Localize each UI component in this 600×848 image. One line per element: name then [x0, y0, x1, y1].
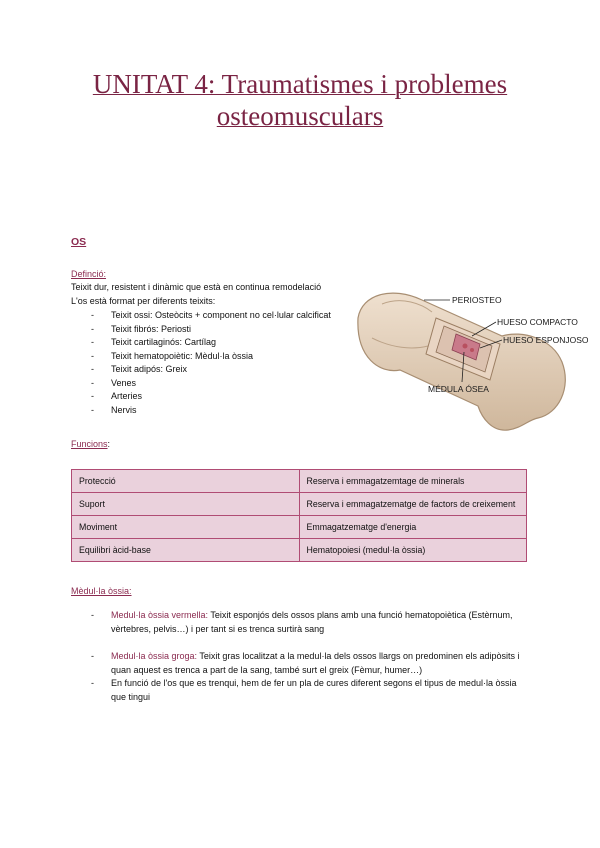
- label-medula-osea: MÉDULA ÓSEA: [428, 384, 489, 394]
- table-row: [72, 493, 527, 516]
- table-cell: Protecció: [72, 470, 300, 493]
- list-item: - Teixit fibrós: Periosti: [91, 323, 192, 334]
- list-item: - Arteries: [91, 391, 143, 401]
- table-cell: Equilibri àcid-base: [72, 539, 300, 562]
- functions-label: [71, 438, 110, 452]
- medulla-list: [91, 609, 531, 704]
- functions-table: [71, 469, 527, 562]
- definition-text: [71, 281, 371, 308]
- functions-label-suffix: :: [107, 439, 111, 449]
- page-title: UNITAT 4: Traumatismes i problemes osteomusculars: [92, 69, 508, 131]
- table-cell: Hematopoiesi (medul·la òssia): [299, 539, 527, 562]
- term-red-marrow: Medul·la òssia vermella:: [111, 610, 209, 620]
- table-cell: Moviment: [72, 516, 300, 539]
- label-periosteo: PERIOSTEO: [452, 295, 502, 305]
- table-cell: Suport: [72, 493, 300, 516]
- table-cell: Reserva i emmagatzematge de factors de creixement: [299, 493, 527, 516]
- label-hueso-compacto: HUESO COMPACTO: [497, 317, 578, 327]
- term-yellow-marrow: Medul·la òssia groga:: [111, 651, 198, 661]
- bone-anatomy-figure: [352, 278, 588, 438]
- table-row: [72, 470, 527, 493]
- table-row: [72, 539, 527, 562]
- definition-label: Definció:: [71, 269, 107, 279]
- list-item: - Medul·la òssia vermella: Teixit esponjós dels ossos plans amb una funció hematopoiètica (Estèrnum, vèrtebres, pelvis…) i per tant si es trenca surtirà sang: [91, 610, 513, 634]
- section-heading-os: OS: [71, 236, 87, 248]
- tissue-list: [91, 309, 331, 417]
- definition-line: L'os està format per diferents teixits:: [71, 295, 216, 306]
- list-item: - Medul·la òssia groga: Teixit gras localitzat a la medul·la dels ossos llargs on predominen els adipòsits i quan aquest es trenca a part de la sang, també surt el greix (Fèmur, humer…): [91, 651, 520, 675]
- list-item: - Teixit adipós: Greix: [91, 364, 188, 374]
- list-item: - Nervis: [91, 404, 137, 415]
- functions-label-text: Funcions: [71, 439, 108, 449]
- list-item: - Teixit ossi: Osteòcits + component no cel·lular calcificat: [91, 310, 331, 320]
- medulla-label: Mèdul·la òssia:: [71, 586, 132, 596]
- label-hueso-esponjoso: HUESO ESPONJOSO: [503, 335, 588, 345]
- list-item: - En funció de l'os que es trenqui, hem de fer un pla de cures diferent segons el tipus de medul·la òssia que tingui: [91, 678, 517, 702]
- list-item: - Teixit cartilaginós: Cartílag: [91, 337, 217, 347]
- table-cell: Reserva i emmagatzemtage de minerals: [299, 470, 527, 493]
- definition-line: Teixit dur, resistent i dinàmic que està en continua remodelació: [71, 282, 322, 292]
- table-row: [72, 516, 527, 539]
- list-item: - Teixit hematopoiètic: Mèdul·la òssia: [91, 350, 254, 361]
- table-cell: Emmagatzematge d'energia: [299, 516, 527, 539]
- list-item: - Venes: [91, 377, 137, 388]
